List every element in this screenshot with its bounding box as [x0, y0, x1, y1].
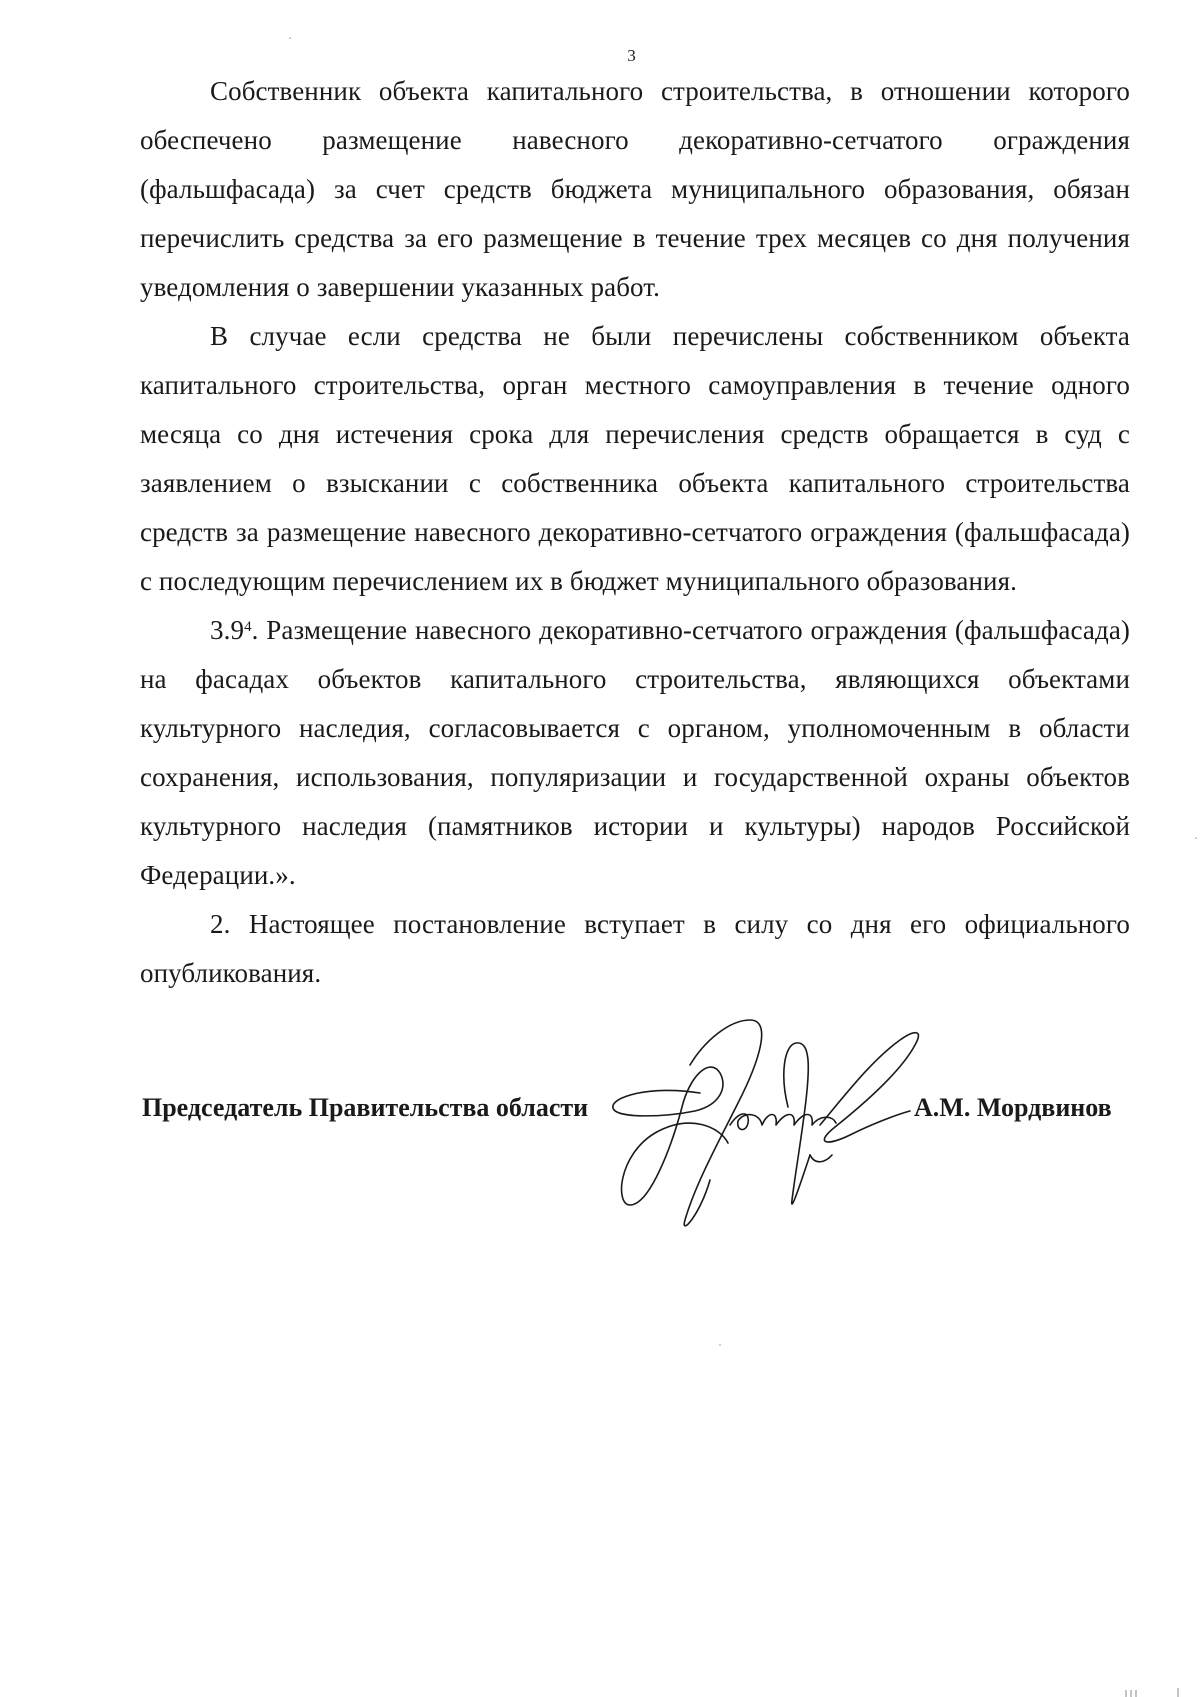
paragraph-court-claim: В случае если средства не были перечислены собственником объекта капитального строительства, орган местного самоуправления в течение одного месяца со дня истечения срока для перечисления средств обращается в суд с заявлением о взыскании с собственника объекта капитального строительства средств за размещение навесного декоративно-сетчатого ограждения (фальшфасада) с последующим перечислением их в бюджет муниципального образования.	[140, 321, 1130, 596]
handwritten-signature	[610, 1015, 940, 1230]
paragraph-cultural-heritage	[140, 606, 1130, 900]
page-number: 3	[627, 46, 636, 65]
clause-text: . Размещение навесного декоративно-сетчатого ограждения (фальшфасада) на фасадах объектов капитального строительства, являющихся объектами культурного наследия, согласовывается с органом, уполномоченным в области сохранения, использования, популяризации и государственной охраны объектов культурного наследия (памятников истории и культуры) народов Российской Федерации.».	[140, 615, 1130, 890]
paragraph-owner-obligation: Собственник объекта капитального строительства, в отношении которого обеспечено размещение навесного декоративно-сетчатого ограждения (фальшфасада) за счет средств бюджета муниципального образования, обязан перечислить средства за его размещение в течение трех месяцев со дня получения уведомления о завершении указанных работ.	[140, 76, 1130, 302]
paragraph-effective-date: 2. Настоящее постановление вступает в силу со дня его официального опубликования.	[140, 909, 1130, 988]
signatory-title: Председатель Правительства области	[142, 1093, 589, 1122]
clause-superscript: 4	[244, 619, 252, 635]
clause-number: 3.9	[210, 615, 245, 645]
document-body	[140, 67, 1130, 998]
signatory-name: А.М. Мордвинов	[914, 1093, 1112, 1122]
